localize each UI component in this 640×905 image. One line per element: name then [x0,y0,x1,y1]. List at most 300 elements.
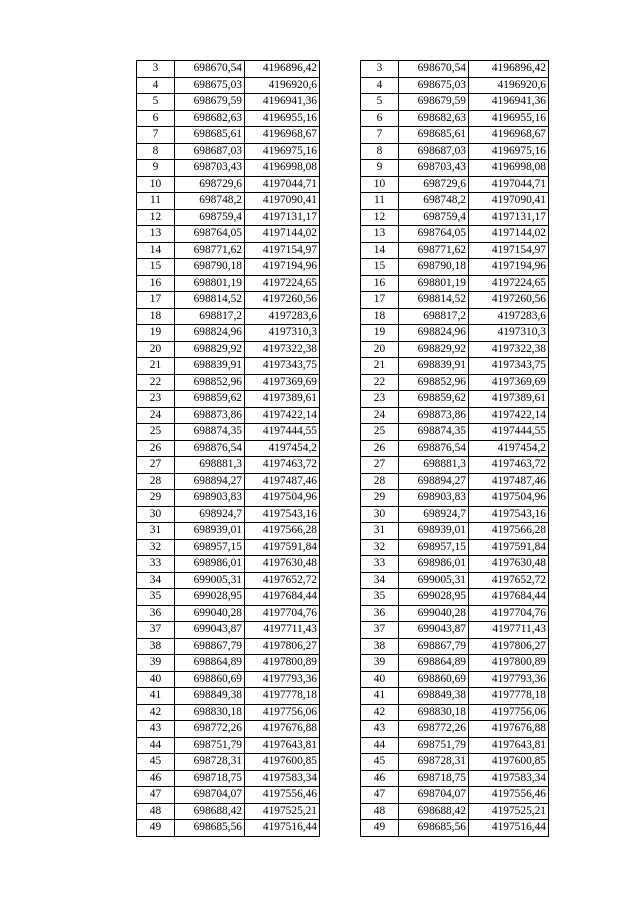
point-number-cell: 20 [137,341,175,358]
table-row [137,440,320,457]
point-number-cell: 40 [361,671,399,688]
y-coordinate-cell: 4197144,02 [469,226,549,243]
point-number-cell: 38 [137,638,175,655]
point-number-cell: 40 [137,671,175,688]
table-row [361,193,549,210]
table-row [137,787,320,804]
x-coordinate-cell: 698748,2 [175,193,245,210]
point-number-cell: 17 [137,292,175,309]
point-number-cell: 9 [137,160,175,177]
point-number-cell: 39 [137,655,175,672]
y-coordinate-cell: 4196955,16 [469,110,549,127]
x-coordinate-cell: 698924,7 [175,506,245,523]
table-row [361,424,549,441]
point-number-cell: 6 [137,110,175,127]
x-coordinate-cell: 698867,79 [399,638,469,655]
point-number-cell: 35 [137,589,175,606]
table-row [137,275,320,292]
x-coordinate-cell: 699040,28 [399,605,469,622]
point-number-cell: 25 [137,424,175,441]
table-row [361,655,549,672]
y-coordinate-cell: 4197556,46 [469,787,549,804]
point-number-cell: 27 [137,457,175,474]
table-row [137,490,320,507]
y-coordinate-cell: 4197444,55 [245,424,320,441]
x-coordinate-cell: 698685,61 [175,127,245,144]
point-number-cell: 11 [137,193,175,210]
y-coordinate-cell: 4197090,41 [469,193,549,210]
y-coordinate-cell: 4197310,3 [469,325,549,342]
point-number-cell: 15 [137,259,175,276]
table-row [361,391,549,408]
y-coordinate-cell: 4196998,08 [469,160,549,177]
table-row [137,308,320,325]
table-row [137,358,320,375]
table-row [361,539,549,556]
table-row [361,523,549,540]
point-number-cell: 36 [361,605,399,622]
table-row [137,704,320,721]
x-coordinate-cell: 698986,01 [175,556,245,573]
point-number-cell: 25 [361,424,399,441]
table-row [361,440,549,457]
x-coordinate-cell: 698957,15 [175,539,245,556]
x-coordinate-cell: 698685,56 [175,820,245,837]
x-coordinate-cell: 698957,15 [399,539,469,556]
x-coordinate-cell: 698873,86 [175,407,245,424]
y-coordinate-cell: 4197487,46 [245,473,320,490]
point-number-cell: 22 [137,374,175,391]
point-number-cell: 26 [137,440,175,457]
x-coordinate-cell: 698771,62 [175,242,245,259]
x-coordinate-cell: 698764,05 [399,226,469,243]
x-coordinate-cell: 698824,96 [399,325,469,342]
x-coordinate-cell: 698771,62 [399,242,469,259]
table-row [137,589,320,606]
table-row [361,127,549,144]
y-coordinate-cell: 4197630,48 [245,556,320,573]
table-row [361,292,549,309]
x-coordinate-cell: 698759,4 [399,209,469,226]
table-row [137,737,320,754]
point-number-cell: 20 [361,341,399,358]
point-number-cell: 42 [361,704,399,721]
point-number-cell: 30 [137,506,175,523]
x-coordinate-cell: 698881,3 [399,457,469,474]
y-coordinate-cell: 4197283,6 [469,308,549,325]
y-coordinate-cell: 4197389,61 [245,391,320,408]
table-row [361,787,549,804]
y-coordinate-cell: 4197778,18 [469,688,549,705]
point-number-cell: 30 [361,506,399,523]
y-coordinate-cell: 4197583,34 [469,770,549,787]
y-coordinate-cell: 4197044,71 [469,176,549,193]
point-number-cell: 8 [137,143,175,160]
table-row [361,143,549,160]
point-number-cell: 36 [137,605,175,622]
table-row [137,803,320,820]
table-row [137,391,320,408]
point-number-cell: 33 [361,556,399,573]
table-row [361,77,549,94]
y-coordinate-cell: 4197643,81 [245,737,320,754]
x-coordinate-cell: 699043,87 [399,622,469,639]
x-coordinate-cell: 698903,83 [175,490,245,507]
x-coordinate-cell: 699005,31 [175,572,245,589]
table-row [137,506,320,523]
y-coordinate-cell: 4197154,97 [245,242,320,259]
point-number-cell: 43 [137,721,175,738]
table-row [361,341,549,358]
table-row [137,127,320,144]
y-coordinate-cell: 4197583,34 [245,770,320,787]
table-row [137,820,320,837]
table-row [361,688,549,705]
y-coordinate-cell: 4196975,16 [245,143,320,160]
point-number-cell: 19 [361,325,399,342]
point-number-cell: 47 [137,787,175,804]
x-coordinate-cell: 698729,6 [175,176,245,193]
table-row [137,473,320,490]
y-coordinate-cell: 4197806,27 [245,638,320,655]
table-row [361,704,549,721]
y-coordinate-cell: 4197543,16 [245,506,320,523]
y-coordinate-cell: 4197343,75 [469,358,549,375]
point-number-cell: 22 [361,374,399,391]
coordinate-table-left-body [137,61,320,837]
table-row [361,721,549,738]
x-coordinate-cell: 698772,26 [175,721,245,738]
y-coordinate-cell: 4197543,16 [469,506,549,523]
point-number-cell: 46 [361,770,399,787]
point-number-cell: 24 [137,407,175,424]
y-coordinate-cell: 4197389,61 [469,391,549,408]
x-coordinate-cell: 698829,92 [175,341,245,358]
table-row [361,506,549,523]
table-row [361,589,549,606]
x-coordinate-cell: 698814,52 [399,292,469,309]
y-coordinate-cell: 4197556,46 [245,787,320,804]
table-row [137,160,320,177]
x-coordinate-cell: 698860,69 [399,671,469,688]
point-number-cell: 21 [137,358,175,375]
table-row [361,622,549,639]
y-coordinate-cell: 4197600,85 [469,754,549,771]
y-coordinate-cell: 4197676,88 [469,721,549,738]
point-number-cell: 24 [361,407,399,424]
x-coordinate-cell: 698817,2 [399,308,469,325]
point-number-cell: 49 [361,820,399,837]
table-row [361,605,549,622]
x-coordinate-cell: 698939,01 [399,523,469,540]
y-coordinate-cell: 4197806,27 [469,638,549,655]
y-coordinate-cell: 4197369,69 [245,374,320,391]
point-number-cell: 45 [137,754,175,771]
y-coordinate-cell: 4196896,42 [245,61,320,78]
x-coordinate-cell: 698679,59 [175,94,245,111]
point-number-cell: 46 [137,770,175,787]
table-row [137,325,320,342]
point-number-cell: 38 [361,638,399,655]
y-coordinate-cell: 4197194,96 [469,259,549,276]
x-coordinate-cell: 698864,89 [399,655,469,672]
x-coordinate-cell: 698728,31 [175,754,245,771]
table-row [137,605,320,622]
point-number-cell: 19 [137,325,175,342]
table-row [137,77,320,94]
y-coordinate-cell: 4196941,36 [469,94,549,111]
table-row [137,424,320,441]
x-coordinate-cell: 698864,89 [175,655,245,672]
table-row [361,226,549,243]
x-coordinate-cell: 698675,03 [175,77,245,94]
table-row [137,572,320,589]
coordinate-table-left [136,60,320,837]
point-number-cell: 10 [361,176,399,193]
y-coordinate-cell: 4197422,14 [245,407,320,424]
point-number-cell: 39 [361,655,399,672]
table-row [361,61,549,78]
x-coordinate-cell: 698860,69 [175,671,245,688]
point-number-cell: 32 [361,539,399,556]
x-coordinate-cell: 698718,75 [175,770,245,787]
table-row [361,473,549,490]
point-number-cell: 37 [361,622,399,639]
point-number-cell: 31 [361,523,399,540]
x-coordinate-cell: 698801,19 [399,275,469,292]
y-coordinate-cell: 4197463,72 [245,457,320,474]
table-row [137,341,320,358]
table-row [137,110,320,127]
y-coordinate-cell: 4197652,72 [245,572,320,589]
table-row [361,820,549,837]
y-coordinate-cell: 4197711,43 [469,622,549,639]
y-coordinate-cell: 4197131,17 [469,209,549,226]
y-coordinate-cell: 4197310,3 [245,325,320,342]
point-number-cell: 13 [361,226,399,243]
x-coordinate-cell: 698687,03 [175,143,245,160]
table-row [137,259,320,276]
x-coordinate-cell: 698859,62 [175,391,245,408]
x-coordinate-cell: 698874,35 [399,424,469,441]
y-coordinate-cell: 4197704,76 [469,605,549,622]
point-number-cell: 45 [361,754,399,771]
table-row [361,407,549,424]
x-coordinate-cell: 698703,43 [175,160,245,177]
table-row [361,803,549,820]
x-coordinate-cell: 698682,63 [175,110,245,127]
point-number-cell: 18 [361,308,399,325]
x-coordinate-cell: 698801,19 [175,275,245,292]
y-coordinate-cell: 4197343,75 [245,358,320,375]
table-row [361,671,549,688]
y-coordinate-cell: 4197090,41 [245,193,320,210]
point-number-cell: 23 [361,391,399,408]
x-coordinate-cell: 698830,18 [175,704,245,721]
x-coordinate-cell: 698670,54 [399,61,469,78]
point-number-cell: 44 [137,737,175,754]
y-coordinate-cell: 4196941,36 [245,94,320,111]
table-row [361,754,549,771]
y-coordinate-cell: 4197800,89 [469,655,549,672]
y-coordinate-cell: 4197643,81 [469,737,549,754]
point-number-cell: 23 [137,391,175,408]
point-number-cell: 11 [361,193,399,210]
point-number-cell: 35 [361,589,399,606]
point-number-cell: 32 [137,539,175,556]
table-row [137,770,320,787]
y-coordinate-cell: 4197487,46 [469,473,549,490]
point-number-cell: 8 [361,143,399,160]
point-number-cell: 13 [137,226,175,243]
table-row [137,242,320,259]
point-number-cell: 15 [361,259,399,276]
x-coordinate-cell: 698874,35 [175,424,245,441]
point-number-cell: 12 [361,209,399,226]
point-number-cell: 5 [137,94,175,111]
y-coordinate-cell: 4197454,2 [469,440,549,457]
point-number-cell: 42 [137,704,175,721]
y-coordinate-cell: 4197454,2 [245,440,320,457]
x-coordinate-cell: 698751,79 [175,737,245,754]
y-coordinate-cell: 4197154,97 [469,242,549,259]
table-row [361,275,549,292]
x-coordinate-cell: 698704,07 [399,787,469,804]
table-row [137,688,320,705]
x-coordinate-cell: 698852,96 [175,374,245,391]
table-row [361,358,549,375]
table-row [137,209,320,226]
point-number-cell: 29 [137,490,175,507]
point-number-cell: 14 [361,242,399,259]
point-number-cell: 17 [361,292,399,309]
point-number-cell: 29 [361,490,399,507]
table-row [137,556,320,573]
point-number-cell: 48 [361,803,399,820]
x-coordinate-cell: 698873,86 [399,407,469,424]
x-coordinate-cell: 698881,3 [175,457,245,474]
table-row [137,94,320,111]
table-row [361,374,549,391]
y-coordinate-cell: 4196896,42 [469,61,549,78]
y-coordinate-cell: 4197793,36 [245,671,320,688]
x-coordinate-cell: 698772,26 [399,721,469,738]
y-coordinate-cell: 4197800,89 [245,655,320,672]
y-coordinate-cell: 4197756,06 [469,704,549,721]
y-coordinate-cell: 4196968,67 [469,127,549,144]
point-number-cell: 3 [361,61,399,78]
y-coordinate-cell: 4197676,88 [245,721,320,738]
y-coordinate-cell: 4197591,84 [469,539,549,556]
y-coordinate-cell: 4197516,44 [245,820,320,837]
point-number-cell: 27 [361,457,399,474]
x-coordinate-cell: 698876,54 [175,440,245,457]
x-coordinate-cell: 698894,27 [399,473,469,490]
y-coordinate-cell: 4197711,43 [245,622,320,639]
y-coordinate-cell: 4196975,16 [469,143,549,160]
y-coordinate-cell: 4196955,16 [245,110,320,127]
y-coordinate-cell: 4197044,71 [245,176,320,193]
point-number-cell: 16 [361,275,399,292]
x-coordinate-cell: 698729,6 [399,176,469,193]
table-row [361,556,549,573]
y-coordinate-cell: 4197566,28 [469,523,549,540]
x-coordinate-cell: 698852,96 [399,374,469,391]
x-coordinate-cell: 699040,28 [175,605,245,622]
point-number-cell: 26 [361,440,399,457]
x-coordinate-cell: 698814,52 [175,292,245,309]
point-number-cell: 6 [361,110,399,127]
x-coordinate-cell: 698839,91 [175,358,245,375]
table-row [137,193,320,210]
x-coordinate-cell: 698859,62 [399,391,469,408]
x-coordinate-cell: 698790,18 [175,259,245,276]
x-coordinate-cell: 698687,03 [399,143,469,160]
y-coordinate-cell: 4197600,85 [245,754,320,771]
x-coordinate-cell: 698688,42 [175,803,245,820]
x-coordinate-cell: 698876,54 [399,440,469,457]
point-number-cell: 44 [361,737,399,754]
table-row [137,721,320,738]
y-coordinate-cell: 4196920,6 [469,77,549,94]
y-coordinate-cell: 4197566,28 [245,523,320,540]
point-number-cell: 37 [137,622,175,639]
y-coordinate-cell: 4197793,36 [469,671,549,688]
table-row [361,176,549,193]
table-row [137,539,320,556]
y-coordinate-cell: 4197525,21 [469,803,549,820]
point-number-cell: 18 [137,308,175,325]
point-number-cell: 47 [361,787,399,804]
x-coordinate-cell: 698924,7 [399,506,469,523]
y-coordinate-cell: 4197516,44 [469,820,549,837]
y-coordinate-cell: 4197322,38 [469,341,549,358]
table-row [361,94,549,111]
table-row [361,325,549,342]
table-row [137,754,320,771]
x-coordinate-cell: 698751,79 [399,737,469,754]
point-number-cell: 31 [137,523,175,540]
table-row [137,374,320,391]
y-coordinate-cell: 4197684,44 [469,589,549,606]
point-number-cell: 43 [361,721,399,738]
point-number-cell: 9 [361,160,399,177]
x-coordinate-cell: 698685,61 [399,127,469,144]
x-coordinate-cell: 698894,27 [175,473,245,490]
y-coordinate-cell: 4197260,56 [469,292,549,309]
coordinate-table-right [360,60,549,837]
point-number-cell: 3 [137,61,175,78]
table-row [137,407,320,424]
y-coordinate-cell: 4197444,55 [469,424,549,441]
x-coordinate-cell: 698704,07 [175,787,245,804]
table-row [137,143,320,160]
y-coordinate-cell: 4197131,17 [245,209,320,226]
x-coordinate-cell: 698824,96 [175,325,245,342]
point-number-cell: 41 [361,688,399,705]
x-coordinate-cell: 698759,4 [175,209,245,226]
y-coordinate-cell: 4197652,72 [469,572,549,589]
y-coordinate-cell: 4197756,06 [245,704,320,721]
table-row [137,622,320,639]
x-coordinate-cell: 698849,38 [175,688,245,705]
y-coordinate-cell: 4197591,84 [245,539,320,556]
point-number-cell: 16 [137,275,175,292]
table-row [361,638,549,655]
table-row [137,523,320,540]
table-row [361,457,549,474]
point-number-cell: 7 [361,127,399,144]
